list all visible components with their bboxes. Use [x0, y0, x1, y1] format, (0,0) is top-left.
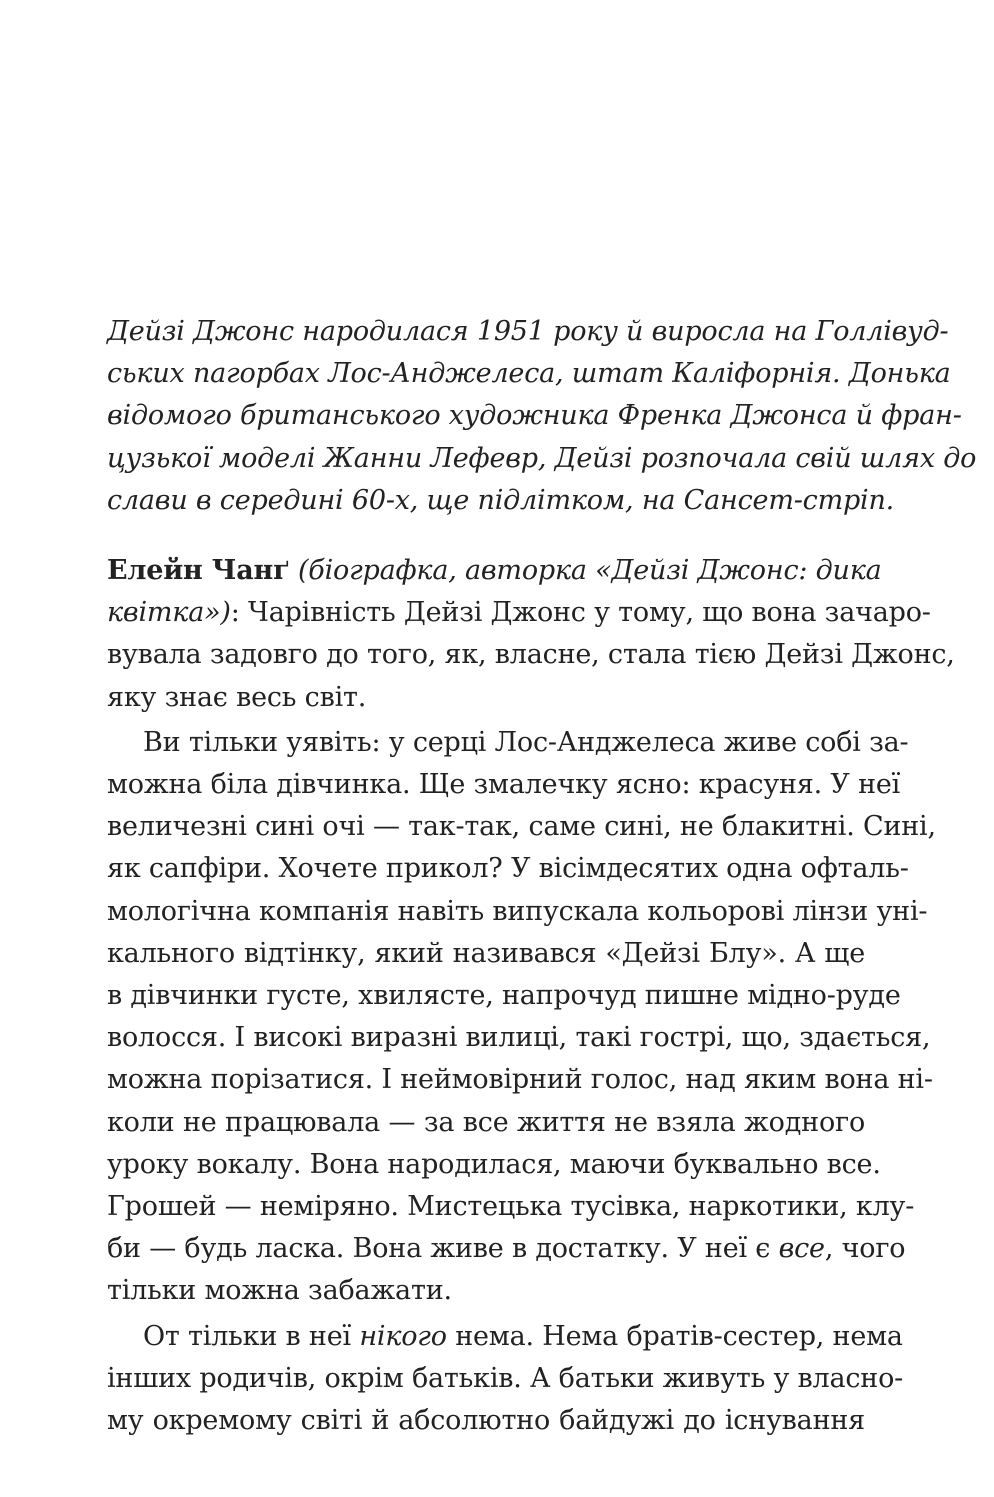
intro-line: слави в середині 60-х, ще підлітком, на Сансет-стріп.: [107, 484, 895, 516]
paragraph2-line: можна порізатися. І неймовірний голос, над яким вона ні-: [107, 1064, 933, 1096]
speaker-line: вувала задовго до того, як, власне, стала тією Дейзі Джонс,: [107, 639, 955, 671]
paragraph3-line: [107, 1316, 903, 1358]
p2-l13-italic: все: [778, 1233, 825, 1265]
paragraph2-line: Грошей — неміряно. Мистецька тусівка, наркотики, клу-: [107, 1191, 915, 1223]
speaker-line: яку знає весь світ.: [107, 681, 367, 713]
paragraph2-line: мологічна компанія навіть випускала кольорові лінзи уні-: [107, 895, 928, 927]
intro-paragraph: [107, 311, 977, 522]
speaker-role: (біографка, авторка «Дейзі Джонс: дика: [297, 555, 882, 586]
paragraph2-line: як сапфіри. Хочете прикол? У вісімдесятих одна офталь-: [107, 853, 909, 885]
intro-line: ських пагорбах Лос-Анджелеса, штат Каліфорнія. Донька: [107, 358, 951, 390]
paragraph2-line: в дівчинки густе, хвилясте, напрочуд пишне мідно-руде: [107, 980, 901, 1012]
main-text: [107, 550, 955, 1442]
paragraph2-line: волосся. І високі виразні вилиці, такі гострі, що, здається,: [107, 1022, 931, 1054]
paragraph2-line: [107, 1228, 906, 1270]
p3-l1-a: От тільки в неї: [143, 1320, 360, 1352]
speaker-text: : Чарівність Дейзі Джонс у тому, що вона зачаро-: [230, 597, 931, 629]
paragraph2-line: можна біла дівчинка. Ще змалечку ясно: красуня. У неї: [107, 769, 901, 801]
p2-l13-b: , чого: [824, 1233, 906, 1265]
paragraph3-line: інших родичів, окрім батьків. А батьки живуть у власно-: [107, 1362, 904, 1394]
paragraph2-line: Ви тільки уявіть: у серці Лос-Анджелеса живе собі за-: [143, 726, 909, 758]
speaker-name: Елейн Чанґ: [107, 555, 290, 586]
speaker-role-end: квітка»): [107, 597, 231, 629]
paragraph2-line: тільки можна забажати.: [107, 1275, 452, 1307]
p3-l1-b: нема. Нема братів-сестер, нема: [446, 1320, 903, 1352]
intro-line: Дейзі Джонс народилася 1951 року й виросла на Голлівуд-: [107, 316, 949, 347]
intro-line: цузької моделі Жанни Лефевр, Дейзі розпочала свій шлях до: [107, 442, 977, 474]
paragraph2-line: уроку вокалу. Вона народилася, маючи буквально все.: [107, 1148, 881, 1180]
paragraph2-line: коли не працювала — за все життя не взяла жодного: [107, 1106, 865, 1138]
paragraph3-line: му окремому світі й абсолютно байдужі до існування: [107, 1405, 865, 1437]
p3-l1-italic: нікого: [359, 1320, 447, 1352]
paragraph2-line: кального відтінку, який називався «Дейзі Блу». А ще: [107, 937, 865, 969]
speaker-line: [107, 592, 931, 634]
intro-line: відомого британського художника Френка Джонса й фран-: [107, 400, 962, 432]
p2-l13-a: би — будь ласка. Вона живе в достатку. У неї є: [107, 1233, 779, 1265]
speaker-line: [107, 550, 882, 592]
paragraph2-line: величезні сині очі — так-так, саме сині, не блакитні. Сині,: [107, 811, 936, 843]
